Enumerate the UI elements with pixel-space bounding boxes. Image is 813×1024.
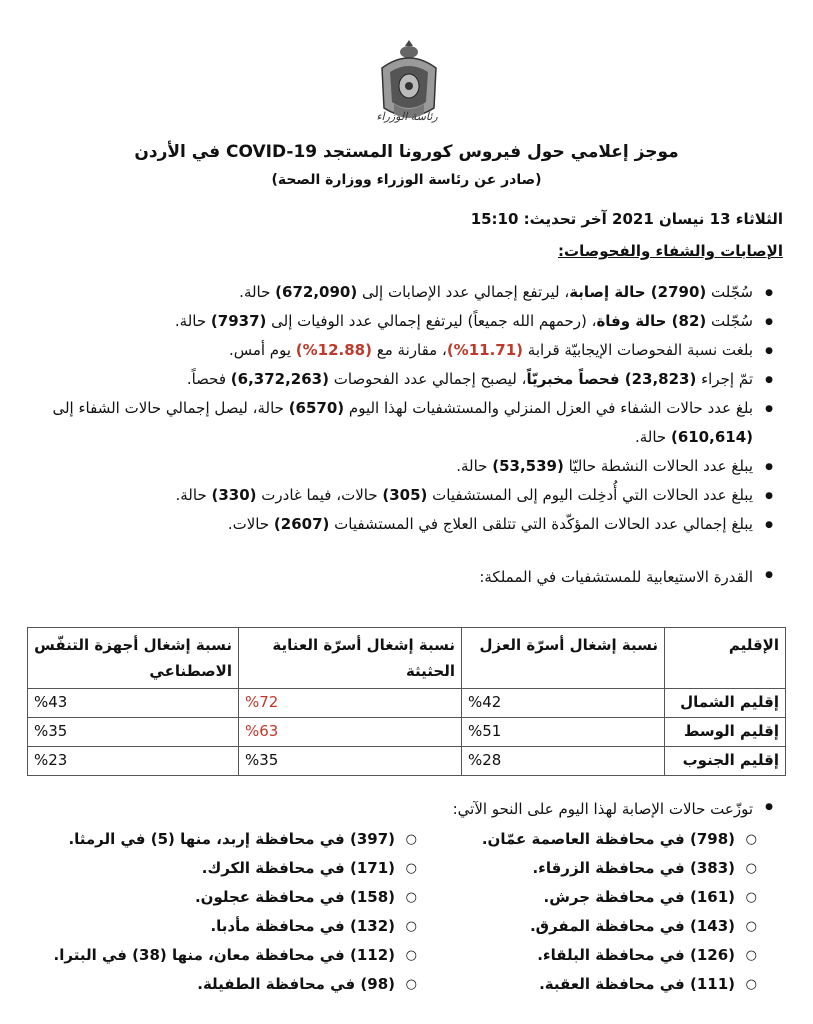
list-item: ● يبلغ إجمالي عدد الحالات المؤكّدة التي تتلقى العلاج في المستشفيات (2607) حالات. [25,510,775,539]
section-title: الإصابات والشفاء والفحوصات: [558,242,783,260]
distribution-list-left [54,825,417,999]
list-item: ○ (132) في محافظة مأدبا. [54,912,417,941]
table-cell: %23 [28,747,239,776]
table-row [28,718,786,747]
table-cell: إقليم الجنوب [665,747,786,776]
column-header: الإقليم [665,628,786,689]
list-item: ● بلغت نسبة الفحوصات الإيجابيّة قرابة (11.71%)، مقارنة مع (12.88%) يوم أمس. [25,336,775,365]
list-item: ● تمّ إجراء (23,823) فحصاً مخبريّاً، ليصبح إجمالي عدد الفحوصات (6,372,263) فحصاً. [25,365,775,394]
list-item: ○ (112) في محافظة معان، منها (38) في البترا. [54,941,417,970]
stats-list [25,278,775,539]
table-header-row [28,628,786,689]
distribution-heading: ● توزّعت حالات الإصابة لهذا اليوم على النحو الآتي: [453,800,775,818]
list-item: ● يبلغ عدد الحالات النشطة حاليّا (53,539) حالة. [25,452,775,481]
hospital-capacity-table [27,627,786,776]
capacity-heading: ● القدرة الاستيعابية للمستشفيات في المملكة: [479,568,775,586]
list-item: ○ (383) في محافظة الزرقاء. [482,854,757,883]
table-cell: %43 [28,689,239,718]
table-cell: إقليم الوسط [665,718,786,747]
list-item: ○ (111) في محافظة العقبة. [482,970,757,999]
column-header: نسبة إشغال أجهزة التنفّس الاصطناعي [28,628,239,689]
column-header: نسبة إشغال أسرّة العناية الحثيثة [239,628,462,689]
list-item: ○ (798) في محافظة العاصمة عمّان. [482,825,757,854]
table-row [28,689,786,718]
list-item: ● بلغ عدد حالات الشفاء في العزل المنزلي والمستشفيات لهذا اليوم (6570) حالة، ليصل إجمالي حالات الشفاء إلى (610,614) حالة. [25,394,775,452]
list-item: ○ (161) في محافظة جرش. [482,883,757,912]
document-title: موجز إعلامي حول فيروس كورونا المستجد COVID-19 في الأردن [134,142,679,162]
dateline: الثلاثاء 13 نيسان 2021 آخر تحديث: 15:10 [470,210,783,228]
document-subtitle: (صادر عن رئاسة الوزراء ووزارة الصحة) [271,172,542,188]
table-cell: %42 [462,689,665,718]
list-item: ● سُجّلت (2790) حالة إصابة، ليرتفع إجمالي عدد الإصابات إلى (672,090) حالة. [25,278,775,307]
list-item: ○ (171) في محافظة الكرك. [54,854,417,883]
table-row [28,747,786,776]
list-item: ○ (397) في محافظة إربد، منها (5) في الرمثا. [54,825,417,854]
table-cell: %35 [28,718,239,747]
table-cell: %28 [462,747,665,776]
table-cell: %51 [462,718,665,747]
table-cell: %72 [239,689,462,718]
table-cell: %63 [239,718,462,747]
list-item: ○ (158) في محافظة عجلون. [54,883,417,912]
column-header: نسبة إشغال أسرّة العزل [462,628,665,689]
table-cell: إقليم الشمال [665,689,786,718]
logo-signature: رئاسة الوزراء [376,110,438,123]
table-cell: %35 [239,747,462,776]
list-item: ○ (143) في محافظة المفرق. [482,912,757,941]
list-item: ○ (126) في محافظة البلقاء. [482,941,757,970]
list-item: ● يبلغ عدد الحالات التي أُدخِلت اليوم إلى المستشفيات (305) حالات، فيما غادرت (330) حالة. [25,481,775,510]
distribution-list-right [482,825,757,999]
list-item: ○ (98) في محافظة الطفيلة. [54,970,417,999]
list-item: ● سُجّلت (82) حالة وفاة، (رحمهم الله جميعاً) ليرتفع إجمالي عدد الوفيات إلى (7937) حالة. [25,307,775,336]
